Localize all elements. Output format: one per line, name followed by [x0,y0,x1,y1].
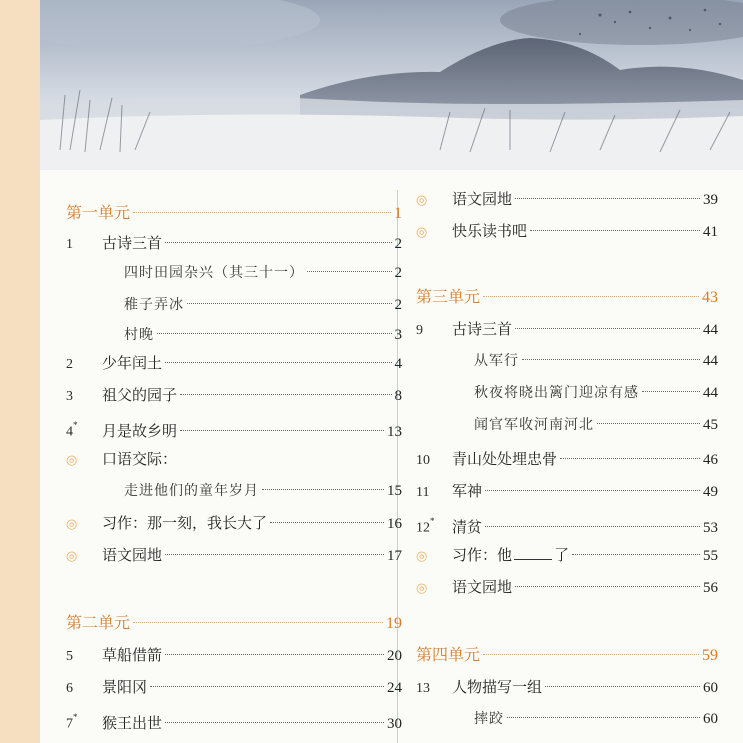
page-number: 41 [703,224,718,240]
page-number: 15 [387,483,402,499]
page-number: 19 [386,615,402,632]
page-number: 49 [703,484,718,500]
lesson-number: 12 [416,520,430,536]
dot-leader [180,430,384,431]
section-title: 语文园地 [452,190,513,208]
page-number: 20 [387,648,402,664]
section-title: 快乐读书吧 [452,222,528,240]
dot-leader [157,333,392,334]
page-edge-strip [0,0,40,743]
page-number: 2 [394,265,402,281]
dot-leader [515,328,700,329]
dot-leader [515,198,700,199]
toc-row[interactable] [66,292,402,318]
unit-title: 第三单元 [416,287,481,306]
lesson-title: 青山处处埋忠骨 [452,450,558,468]
landscape-painting-banner [40,0,743,170]
page-number: 43 [702,289,718,306]
dot-leader [485,490,700,491]
page-number: 17 [387,548,402,564]
toc-row[interactable] [416,412,718,438]
lesson-title: 少年闰土 [102,354,163,372]
dot-leader [165,362,391,363]
dot-leader [507,717,700,718]
dot-leader [133,212,391,213]
dot-leader [165,554,384,555]
page-number: 44 [703,385,718,401]
toc-row[interactable] [416,674,718,700]
toc-unit-row[interactable] [416,284,718,310]
page-number: 2 [394,236,402,252]
page-number: 1 [394,205,402,222]
sub-title: 摔跤 [474,711,504,727]
section-title: 习作：他 [452,546,513,564]
page-number: 13 [387,423,402,440]
page-number: 60 [703,680,718,696]
toc-row[interactable] [416,446,718,472]
page-number: 24 [387,680,402,696]
dot-leader [165,242,391,243]
page-number: 44 [703,353,718,369]
page-number: 44 [703,322,718,338]
toc-row[interactable] [416,574,718,600]
lesson-title: 古诗三首 [452,320,513,338]
dot-leader [642,391,700,392]
sub-title: 稚子弄冰 [124,297,184,313]
toc-unit-row[interactable] [66,610,402,636]
toc-row[interactable] [66,706,402,732]
toc-unit-row[interactable] [66,200,402,226]
section-title: 语文园地 [102,546,163,564]
page-number: 39 [703,192,718,208]
dot-leader [187,303,392,304]
dot-leader [483,654,699,655]
toc-row[interactable] [416,186,718,212]
page-number: 2 [394,297,402,313]
circle-bullet-icon: ◎ [416,193,428,208]
lesson-number: 6 [66,681,73,696]
toc-row[interactable] [416,380,718,406]
unit-title: 第四单元 [416,645,481,664]
lesson-number: 10 [416,453,430,468]
toc-row[interactable] [416,542,718,568]
section-title: 口语交际： [102,450,178,468]
lesson-title: 祖父的园子 [102,386,178,404]
dot-leader [572,554,700,555]
dot-leader [262,489,384,490]
sub-title: 走进他们的童年岁月 [124,483,259,499]
sub-title: 从军行 [474,353,519,369]
lesson-number: 5 [66,649,73,664]
sub-title: 闻官军收河南河北 [474,417,594,433]
toc-unit-row[interactable] [416,642,718,668]
page-number: 56 [703,580,718,596]
dot-leader [133,622,383,623]
section-title: 语文园地 [452,578,513,596]
page-number: 55 [703,548,718,564]
toc-row[interactable] [66,642,402,668]
toc-row[interactable] [66,478,402,504]
dot-leader [307,271,392,272]
circle-bullet-icon: ◎ [416,581,428,596]
sub-title: 村晚 [124,327,154,343]
lesson-number: 9 [416,323,423,338]
page-number: 46 [703,452,718,468]
toc-row[interactable] [416,478,718,504]
toc-row[interactable] [66,446,402,472]
page-number: 30 [387,715,402,732]
lesson-title: 草船借箭 [102,646,163,664]
dot-leader [483,296,699,297]
page-number: 60 [703,711,718,727]
lesson-number: 3 [66,389,73,404]
toc-row[interactable] [416,316,718,342]
page-number: 53 [703,519,718,536]
page-number: 45 [703,417,718,433]
toc-row[interactable] [416,706,718,732]
sub-title: 四时田园杂兴（其三十一） [124,265,304,281]
toc-row[interactable] [66,260,402,286]
toc-row[interactable] [66,674,402,700]
page-number: 3 [394,327,402,343]
lesson-number: 2 [66,357,73,372]
supplementary-star: * [73,712,78,722]
dot-leader [485,526,700,527]
circle-bullet-icon: ◎ [66,517,78,532]
lesson-number: 1 [66,237,73,252]
lesson-title: 月是故乡明 [102,421,178,440]
lesson-title: 猴王出世 [102,713,163,732]
circle-bullet-icon: ◎ [416,549,428,564]
lesson-title: 人物描写一组 [452,678,543,696]
dot-leader [515,586,700,587]
unit-title: 第二单元 [66,613,131,632]
dot-leader [180,394,391,395]
page-number: 16 [387,516,402,532]
supplementary-star: * [73,420,78,430]
dot-leader [530,230,700,231]
sub-title: 秋夜将晓出篱门迎凉有感 [474,385,639,401]
toc-row[interactable] [66,382,402,408]
page-number: 59 [702,647,718,664]
section-title: 习作：那一刻，我长大了 [102,514,268,532]
toc-row[interactable] [66,322,402,348]
dot-leader [165,722,384,723]
page-number: 4 [394,356,402,372]
lesson-title: 景阳冈 [102,678,148,696]
toc-row[interactable] [66,230,402,256]
dot-leader [150,686,384,687]
lesson-number: 7 [66,716,73,732]
circle-bullet-icon: ◎ [416,225,428,240]
lesson-number-wrap [66,706,102,738]
lesson-number-wrap [416,510,452,542]
lesson-title: 古诗三首 [102,234,163,252]
circle-bullet-icon: ◎ [66,549,78,564]
dot-leader [522,359,700,360]
supplementary-star: * [430,516,435,526]
unit-title: 第一单元 [66,203,131,222]
dot-leader [270,522,384,523]
lesson-title: 军神 [452,482,483,500]
toc-row[interactable] [416,510,718,536]
lesson-title: 清贫 [452,517,483,536]
dot-leader [597,423,700,424]
fill-in-blank [514,545,552,560]
toc-row[interactable] [416,218,718,244]
lesson-number: 4 [66,424,73,440]
toc-row[interactable] [416,348,718,374]
page-number: 8 [394,388,402,404]
toc-row[interactable] [66,414,402,440]
lesson-number: 11 [416,485,430,500]
dot-leader [545,686,700,687]
toc-row[interactable] [66,510,402,536]
toc-row[interactable] [66,350,402,376]
circle-bullet-icon: ◎ [66,453,78,468]
table-of-contents [40,180,743,743]
dot-leader [560,458,700,459]
section-title-suffix: 了 [554,546,570,564]
toc-row[interactable] [66,542,402,568]
lesson-number: 13 [416,681,430,696]
dot-leader [165,654,384,655]
lesson-number-wrap [66,414,102,446]
